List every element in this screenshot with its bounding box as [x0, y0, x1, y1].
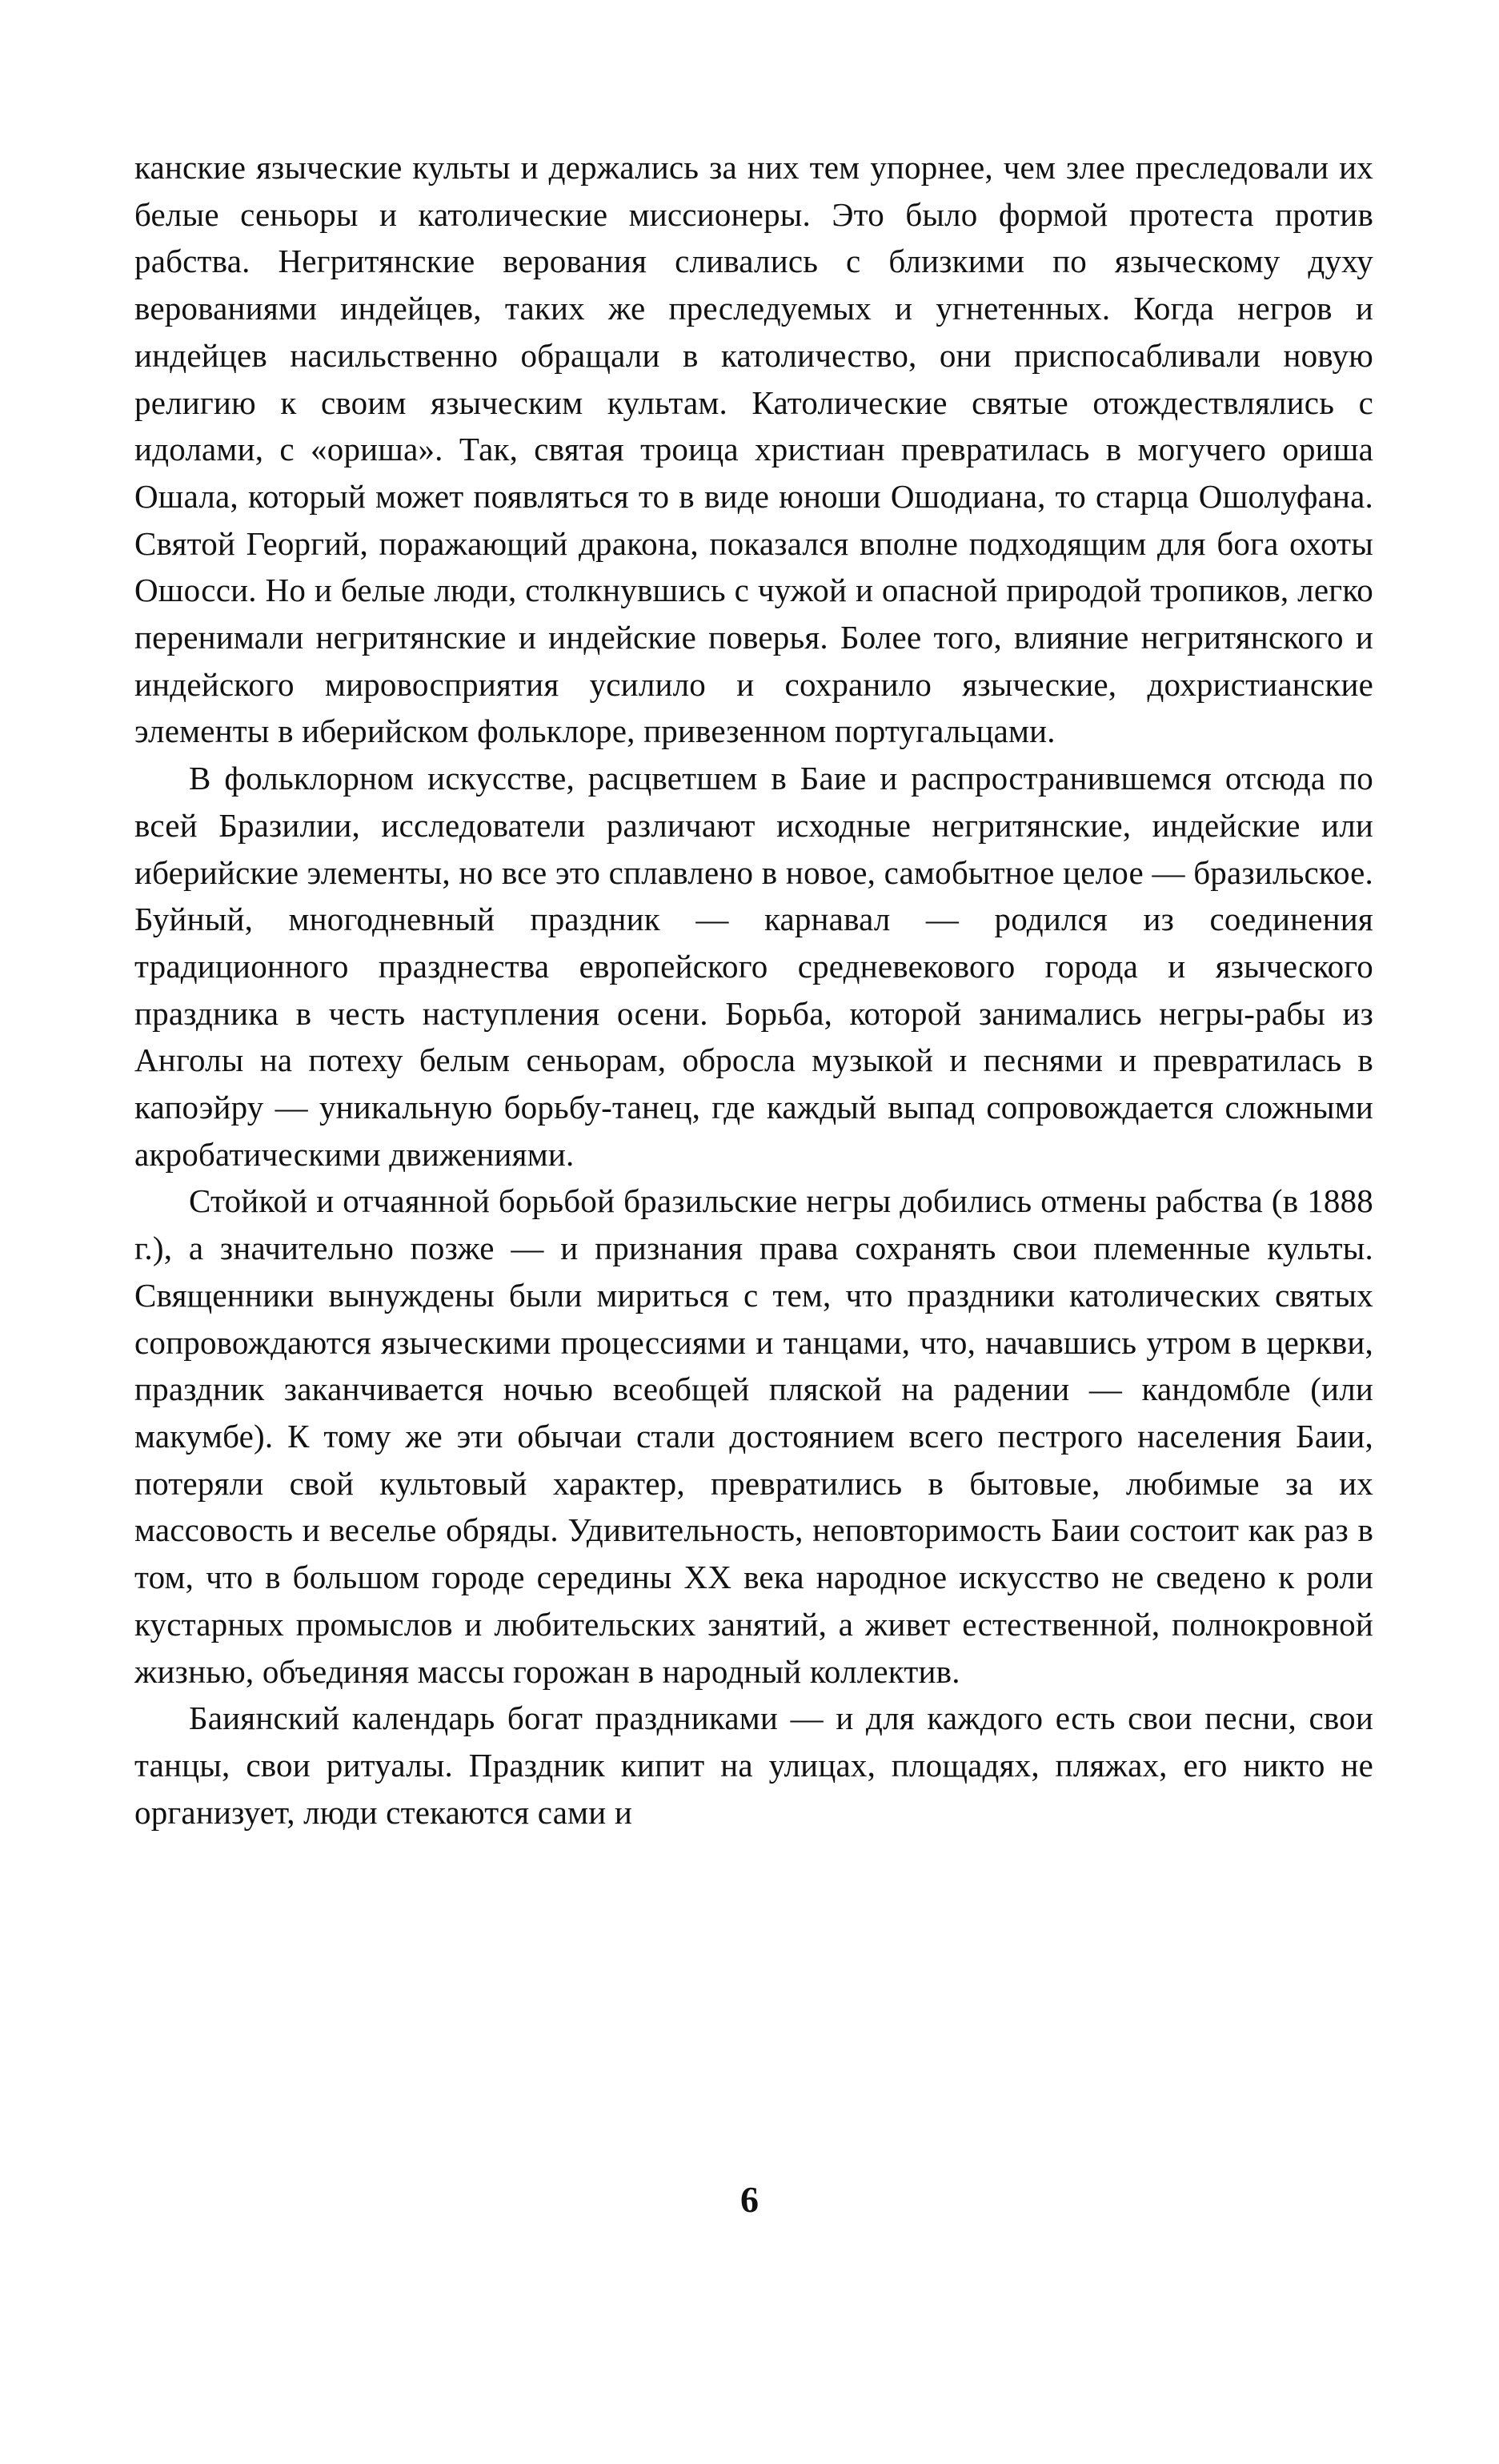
paragraph-1: канские языческие культы и держались за них тем упорнее, чем злее преследовали их белые сеньоры и католические миссионеры. Это было формой протеста против рабства. Негритянские верования сливались с близкими по языческому духу верованиями индейцев, таких же преследуемых и угнетенных. Когда негров и индейцев насильственно обращали в католичество, они приспосабливали новую религию к своим языческим культам. Католические святые отождествлялись с идолами, с «ориша». Так, святая троица христиан превратилась в могучего ориша Ошала, который может появляться то в виде юноши Ошодиана, то старца Ошолуфана. Святой Георгий, поражающий дракона, показался вполне подходящим для бога охоты Ошосси. Но и белые люди, столкнувшись с чужой и опасной природой тропиков, легко перенимали негритянские и индейские поверья. Более того, влияние негритянского и индейского мировосприятия усилило и сохранило языческие, дохристианские элементы в иберийском фольклоре, привезенном португальцами.	[134, 149, 1373, 750]
page-body	[134, 144, 1373, 1836]
paragraph-2: В фольклорном искусстве, расцветшем в Баие и распространившемся отсюда по всей Бразилии, исследователи различают исходные негритянские, индейские или иберийские элементы, но все это сплавлено в новое, самобытное целое — бразильское. Буйный, многодневный праздник — карнавал — родился из соединения традиционного празднества европейского средневекового города и языческого праздника в честь наступления осени. Борьба, которой занимались негры-рабы из Анголы на потеху белым сеньорам, обросла музыкой и песнями и превратилась в капоэйру — уникальную борьбу-танец, где каждый выпад сопровождается сложными акробатическими движениями.	[134, 760, 1373, 1173]
paragraph-4: Баиянский календарь богат праздниками — и для каждого есть свои песни, свои танцы, свои ритуалы. Праздник кипит на улицах, площадях, пляжах, его никто не организует, люди стекаются сами и	[134, 1700, 1373, 1831]
paragraph-3: Стойкой и отчаянной борьбой бразильские негры добились отмены рабства (в 1888 г.), а значительно позже — и признания права сохранять свои племенные культы. Священники вынуждены были мириться с тем, что праздники католических святых сопровождаются языческими процессиями и танцами, что, начавшись утром в церкви, праздник заканчивается ночью всеобщей пляской на радении — кандомбле (или макумбе). К тому же эти обычаи стали достоянием всего пестрого населения Баии, потеряли свой культовый характер, превратились в бытовые, любимые за их массовость и веселье обряды. Удивительность, неповторимость Баии состоит как раз в том, что в большом городе середины XX века народное искусство не сведено к роли кустарных промыслов и любительских занятий, а живет естественной, полнокровной жизнью, объединяя массы горожан в народный коллектив.	[134, 1182, 1373, 1690]
page-number: 6	[740, 2179, 759, 2220]
